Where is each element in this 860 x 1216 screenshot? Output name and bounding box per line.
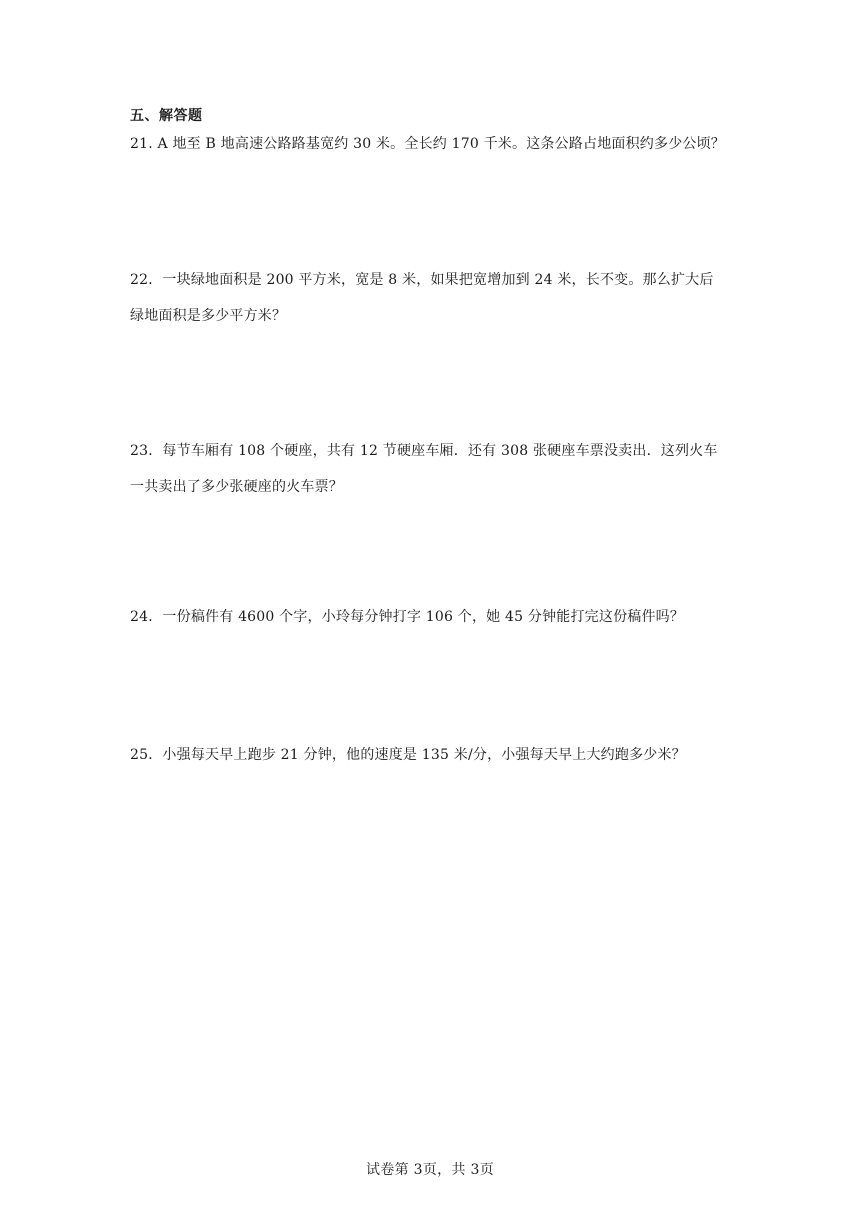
question-21-line-1: 21. A 地至 B 地高速公路路基宽约 30 米。全长约 170 千米。这条公路占地面积约多少公顷？ — [130, 136, 725, 152]
section-title: 五、解答题 — [130, 108, 203, 124]
page-footer: 试卷第 3页，共 3页 — [365, 1162, 494, 1178]
question-25-line-1: 25．小强每天早上跑步 21 分钟，他的速度是 135 米/分，小强每天早上大约跑多少米？ — [130, 747, 686, 763]
question-21 — [130, 126, 736, 162]
question-24-line-1: 24．一份稿件有 4600 个字，小玲每分钟打字 106 个，她 45 分钟能打完这份稿件吗？ — [130, 609, 685, 625]
question-23-line-2: 一共卖出了多少张硬座的火车票？ — [130, 479, 343, 495]
question-25 — [130, 737, 736, 773]
question-22-line-1: 22．一块绿地面积是 200 平方米，宽是 8 米，如果把宽增加到 24 米，长不变。那么扩大后 — [130, 272, 714, 288]
question-23 — [130, 433, 736, 505]
question-23-line-1: 23．每节车厢有 108 个硬座，共有 12 节硬座车厢．还有 308 张硬座车票没卖出．这列火车 — [130, 443, 718, 459]
question-24 — [130, 599, 736, 635]
question-22 — [130, 262, 736, 334]
question-22-line-2: 绿地面积是多少平方米？ — [130, 308, 287, 324]
